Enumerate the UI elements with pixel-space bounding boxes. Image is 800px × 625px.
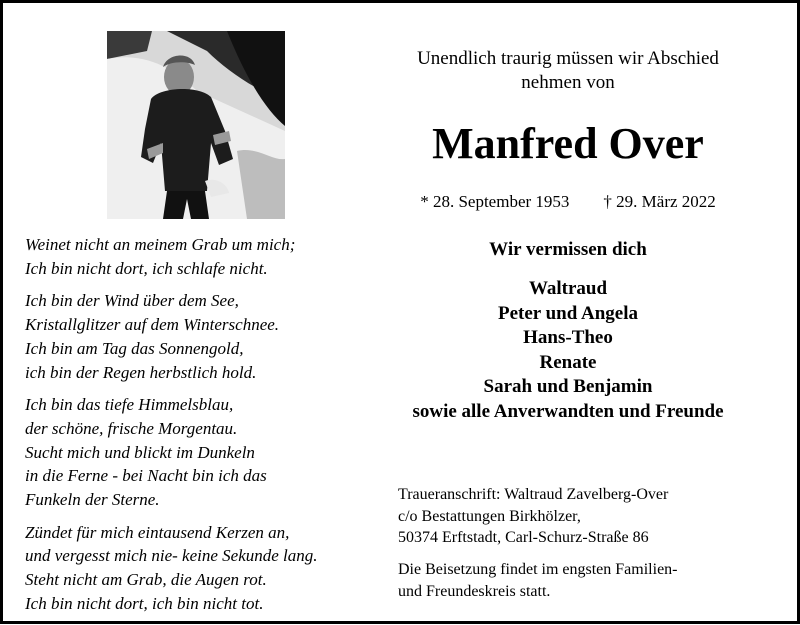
poem-verse: Kristallglitzer auf dem Winterschnee. xyxy=(25,315,280,335)
intro-line-1: Unendlich traurig müssen wir Abschied xyxy=(417,48,719,69)
family-relatives: sowie alle Anverwandten und Freunde xyxy=(412,400,724,422)
poem-verse: Ich bin am Tag das Sonnengold, xyxy=(25,338,244,358)
address-line: 50374 Erftstadt, Carl-Schurz-Straße 86 xyxy=(398,529,649,546)
family-member: Peter und Angela xyxy=(497,302,639,324)
poem-verse: Ich bin der Wind über dem See, xyxy=(25,291,239,311)
poem-stanza-4 xyxy=(25,521,385,616)
poem-verse: Sucht mich und blickt im Dunkeln xyxy=(25,442,255,462)
address-line: c/o Bestattungen Birkhölzer, xyxy=(398,507,581,525)
portrait-photo-icon xyxy=(107,31,285,219)
family-member: Waltraud xyxy=(528,278,608,299)
poem-verse: Weinet nicht an meinem Grab um mich; xyxy=(25,235,296,254)
poem-verse: Ich bin nicht dort, ich bin nicht tot. xyxy=(25,593,264,613)
poem-verse: Steht nicht am Grab, die Augen rot. xyxy=(25,570,267,590)
miss-heading: Wir vermissen dich xyxy=(489,239,647,260)
mourning-address xyxy=(398,484,778,549)
family-member: Renate xyxy=(539,351,597,373)
poem-verse: Ich bin nicht dort, ich schlafe nicht. xyxy=(25,258,268,278)
poem-stanza-3 xyxy=(25,393,385,512)
poem-verse: ich bin der Regen herbstlich hold. xyxy=(25,362,257,382)
poem-verse: Ich bin das tiefe Himmelsblau, xyxy=(25,395,234,415)
death-date: † 29. März 2022 xyxy=(603,192,716,211)
address-line: Traueranschrift: Waltraud Zavelberg-Over xyxy=(398,486,669,503)
intro-text xyxy=(388,47,748,95)
poem-verse: und vergesst mich nie- keine Sekunde lang. xyxy=(25,546,318,566)
portrait-photo xyxy=(107,31,285,219)
burial-line: Die Beisetzung findet im engsten Familien- xyxy=(398,561,678,578)
family-member: Hans-Theo xyxy=(523,327,613,349)
burial-line: und Freundeskreis statt. xyxy=(398,582,551,600)
poem-stanza-2 xyxy=(25,289,385,384)
deceased-name: Manfred Over xyxy=(432,119,704,168)
family-list xyxy=(388,277,748,425)
poem-verse: der schöne, frische Morgentau. xyxy=(25,418,238,438)
burial-note xyxy=(398,559,778,602)
poem-verse: in die Ferne - bei Nacht bin ich das xyxy=(25,466,267,486)
poem-verse: Funkeln der Sterne. xyxy=(25,490,160,510)
family-member: Sarah und Benjamin xyxy=(483,376,653,398)
poem-verse: Zündet für mich eintausend Kerzen an, xyxy=(25,522,290,542)
poem-stanza-1 xyxy=(25,233,385,280)
intro-line-2: nehmen von xyxy=(521,72,615,93)
birth-date: * 28. September 1953 xyxy=(420,192,570,211)
poem xyxy=(25,233,385,625)
life-dates xyxy=(388,191,748,213)
